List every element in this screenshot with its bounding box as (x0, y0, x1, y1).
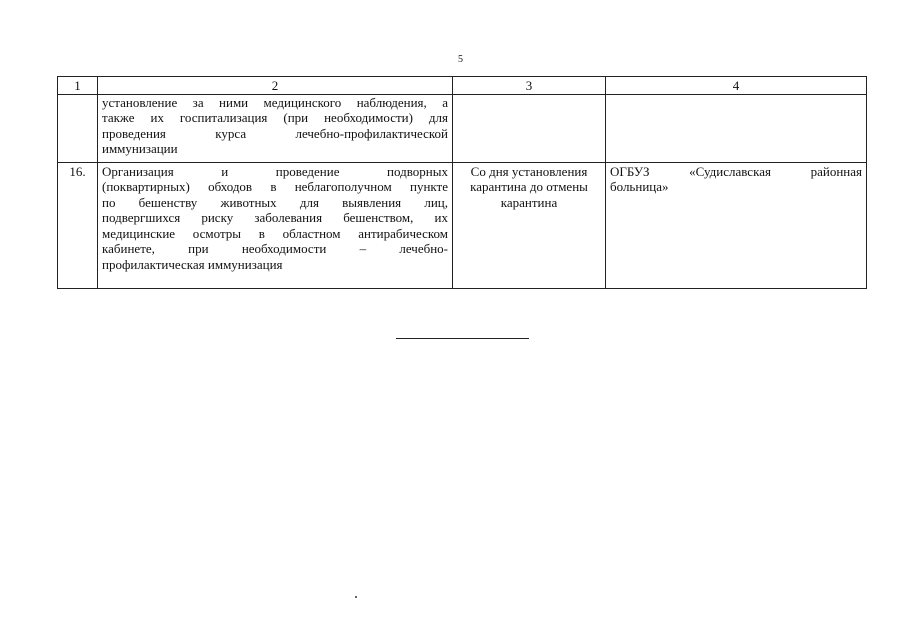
activity-line: также их госпитализация (при необходимости) для (102, 110, 448, 125)
row-number (58, 94, 98, 162)
activity-line: (поквартирных) обходов в неблагополучном пункте (102, 179, 448, 194)
responsible-line: ОГБУЗ «Судиславская районная (610, 163, 862, 179)
measures-table (57, 76, 867, 289)
responsible-line: больница» (610, 179, 669, 194)
closing-separator-line (396, 338, 529, 339)
activity-line: иммунизации (102, 141, 178, 156)
table-row (58, 94, 867, 162)
header-col-2: 2 (98, 77, 453, 95)
activity-line: медицинские осмотры в областном антирабическом (102, 225, 448, 241)
activity-line: по бешенству животных для выявления лиц, (102, 194, 448, 210)
activity-line: установление за ними медицинского наблюдения, а (102, 94, 448, 110)
header-row (58, 77, 867, 95)
activity-line: подвергшихся риску заболевания бешенством, их (102, 210, 448, 225)
table-row (58, 162, 867, 288)
deadline-cell: Со дня установления карантина до отмены карантина (453, 162, 606, 288)
activity-cell (98, 94, 453, 162)
responsible-cell (606, 94, 867, 162)
activity-cell (98, 162, 453, 288)
activity-line: Организация и проведение подворных (102, 163, 448, 179)
page-number: 5 (458, 54, 463, 65)
header-col-3: 3 (453, 77, 606, 95)
header-col-1: 1 (58, 77, 98, 95)
header-col-4: 4 (606, 77, 867, 95)
deadline-cell (453, 94, 606, 162)
scan-speck (355, 596, 357, 598)
row-number: 16. (58, 162, 98, 288)
activity-line: профилактическая иммунизация (102, 256, 283, 272)
responsible-cell (606, 162, 867, 288)
activity-line: проведения курса лечебно-профилактической (102, 125, 448, 141)
activity-line: кабинете, при необходимости – лечебно- (102, 241, 448, 256)
